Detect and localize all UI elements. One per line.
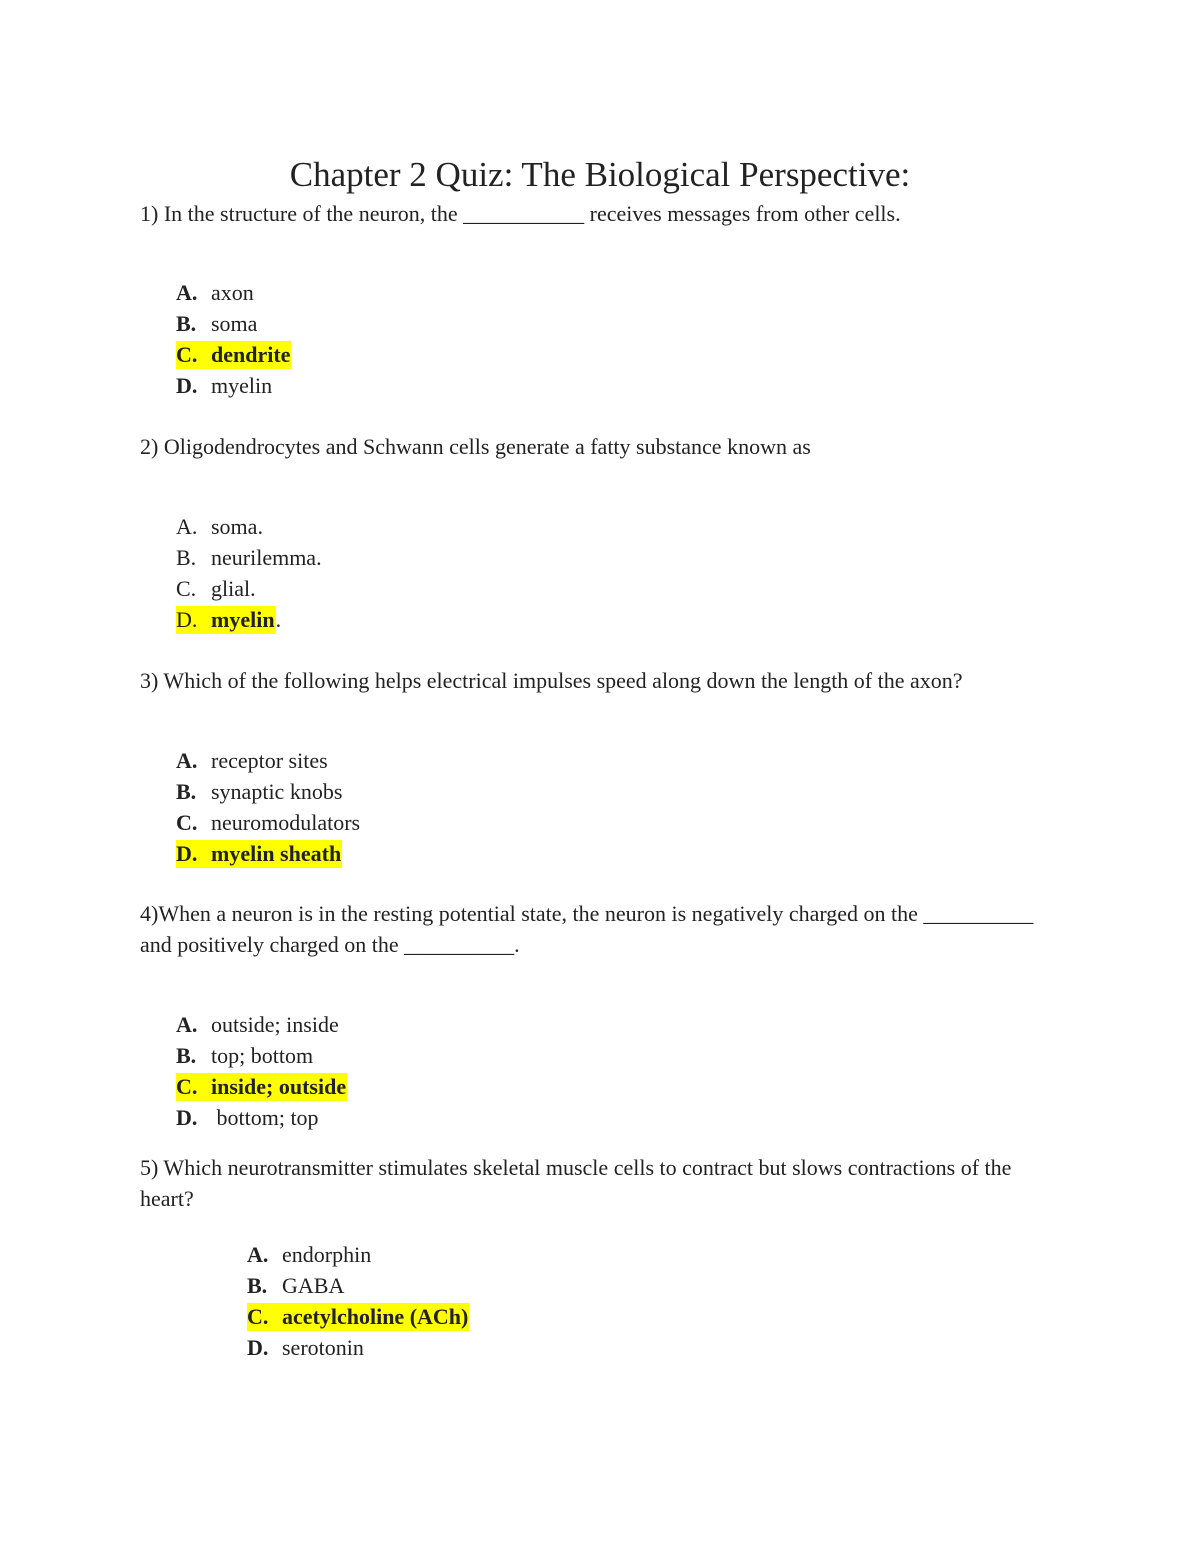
question-1-prompt: 1) In the structure of the neuron, the ___________ receives messages from other cells. [140,201,901,226]
option-4d [176,1102,347,1133]
option-1d [176,370,291,401]
question-3-options [176,745,360,869]
option-1b [176,308,291,339]
option-text: myelin [211,373,273,398]
option-letter: C. [176,576,197,601]
option-text: serotonin [282,1335,364,1360]
option-text: glial. [211,576,256,601]
option-text: acetylcholine (ACh) [282,1304,469,1329]
answer-highlight [176,606,276,634]
option-text: bottom; top [211,1105,319,1130]
option-2c [176,573,322,604]
option-2b [176,542,322,573]
question-4-prompt: 4)When a neuron is in the resting potential state, the neuron is negatively charged on the __________ and positively charged on the __________. [140,901,1034,957]
option-letter: B. [176,311,197,336]
option-text: inside; outside [211,1074,347,1099]
option-letter: B. [176,545,197,570]
option-letter: B. [176,779,197,804]
option-text: endorphin [282,1242,372,1267]
option-letter: A. [176,280,198,305]
option-text: neurilemma. [211,545,322,570]
option-letter: A. [176,1012,198,1037]
option-3b [176,776,360,807]
option-3a [176,745,360,776]
page-title: Chapter 2 Quiz: The Biological Perspective: [289,155,911,194]
option-text: myelin sheath [211,841,342,866]
option-text: receptor sites [211,748,328,773]
option-text: soma [211,311,258,336]
option-text: dendrite [211,342,291,367]
option-1c-correct [176,339,291,370]
answer-highlight [176,1073,347,1101]
option-text: myelin [211,607,275,632]
option-4c-correct [176,1071,347,1102]
option-text: soma. [211,514,263,539]
option-text: GABA [282,1273,345,1298]
option-letter: B. [247,1273,268,1298]
option-text: top; bottom [211,1043,314,1068]
option-text: outside; inside [211,1012,339,1037]
option-letter: C. [176,810,198,835]
option-letter: A. [176,748,198,773]
option-5c-correct [247,1301,469,1332]
option-1a [176,277,291,308]
option-5b [247,1270,469,1301]
option-text: synaptic knobs [211,779,343,804]
option-suffix: . [275,607,282,632]
option-letter: D. [176,841,198,866]
question-3-prompt: 3) Which of the following helps electrical impulses speed along down the length of the axon? [140,668,963,693]
answer-highlight [176,840,342,868]
option-2a [176,511,322,542]
option-4b [176,1040,347,1071]
question-4-options [176,1009,347,1133]
option-text: neuromodulators [211,810,361,835]
option-text: axon [211,280,254,305]
option-letter: C. [247,1304,269,1329]
answer-highlight [176,341,291,369]
option-5d [247,1332,469,1363]
option-letter: A. [247,1242,269,1267]
option-letter: B. [176,1043,197,1068]
question-2-options [176,511,322,635]
question-5-prompt: 5) Which neurotransmitter stimulates skeletal muscle cells to contract but slows contractions of the heart? [140,1155,1012,1211]
option-3c [176,807,360,838]
option-letter: D. [176,373,198,398]
option-letter: A. [176,514,198,539]
option-letter: D. [176,607,198,632]
option-letter: D. [176,1105,198,1130]
option-letter: C. [176,1074,198,1099]
answer-highlight [247,1303,469,1331]
option-2d-correct [176,604,322,635]
option-5a [247,1239,469,1270]
option-4a [176,1009,347,1040]
question-1-options [176,277,291,401]
question-5-options [247,1239,469,1363]
option-3d-correct [176,838,360,869]
question-2-prompt: 2) Oligodendrocytes and Schwann cells generate a fatty substance known as [140,434,811,459]
option-letter: C. [176,342,198,367]
option-letter: D. [247,1335,269,1360]
